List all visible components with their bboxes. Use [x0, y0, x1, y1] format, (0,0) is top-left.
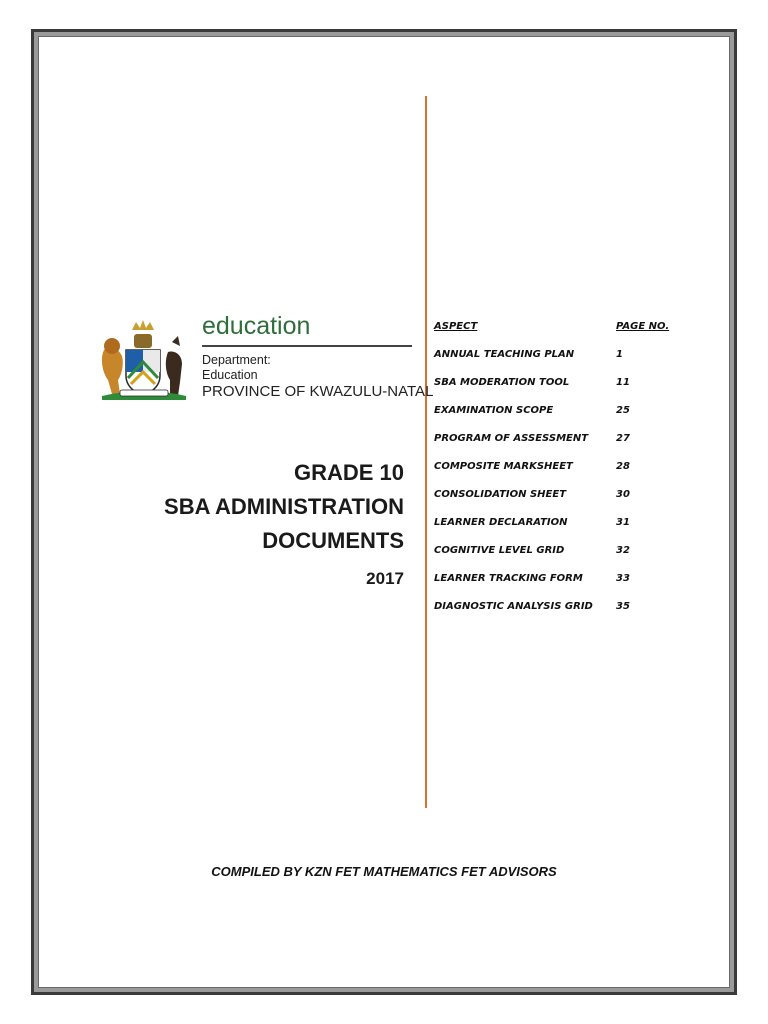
toc-page: 30: [616, 489, 630, 500]
toc-row: [434, 377, 694, 397]
toc-aspect: CONSOLIDATION SHEET: [434, 489, 567, 500]
toc-aspect: COMPOSITE MARKSHEET: [434, 461, 573, 472]
toc-page: 25: [616, 405, 630, 416]
toc-row: [434, 545, 694, 565]
toc-page: 28: [616, 461, 630, 472]
toc-row: [434, 405, 694, 425]
toc-row: [434, 573, 694, 593]
toc-aspect: LEARNER DECLARATION: [434, 517, 568, 528]
toc-page: 31: [616, 517, 630, 528]
toc-aspect: DIAGNOSTIC ANALYSIS GRID: [434, 601, 593, 612]
compiled-by-footer: COMPILED BY KZN FET MATHEMATICS FET ADVISORS: [211, 864, 557, 879]
title-year: 2017: [366, 569, 404, 588]
toc-page: 35: [616, 601, 630, 612]
toc-page: 27: [616, 433, 630, 444]
toc-row: [434, 349, 694, 369]
toc-page: 32: [616, 545, 630, 556]
toc-aspect: PROGRAM OF ASSESSMENT: [434, 433, 589, 444]
logo-education-label: Education: [202, 368, 258, 382]
title-grade: GRADE 10: [293, 460, 404, 485]
toc-header: [434, 321, 694, 341]
vertical-divider: [425, 96, 427, 808]
toc-row: [434, 461, 694, 481]
toc-page: 11: [616, 377, 630, 388]
toc-aspect: LEARNER TRACKING FORM: [434, 573, 583, 584]
toc-aspect: EXAMINATION SCOPE: [434, 405, 554, 416]
logo-divider: [202, 345, 412, 347]
toc-header-page: PAGE NO.: [616, 321, 670, 332]
logo-wordmark: education: [202, 312, 311, 340]
toc-aspect: ANNUAL TEACHING PLAN: [434, 349, 575, 360]
toc-aspect: SBA MODERATION TOOL: [434, 377, 570, 388]
toc-row: [434, 489, 694, 509]
logo-department-label: Department:: [202, 353, 271, 367]
title-documents: DOCUMENTS: [262, 528, 404, 553]
toc-row: [434, 601, 694, 621]
toc-page: 1: [616, 349, 623, 360]
department-logo: [98, 312, 434, 406]
toc-row: [434, 433, 694, 453]
title-sba-administration: SBA ADMINISTRATION: [164, 494, 404, 519]
toc-header-aspect: ASPECT: [434, 321, 478, 332]
toc-row: [434, 517, 694, 537]
toc-aspect: COGNITIVE LEVEL GRID: [434, 545, 565, 556]
toc-page: 33: [616, 573, 630, 584]
coat-of-arms-icon: [98, 316, 190, 404]
logo-province-label: PROVINCE OF KWAZULU-NATAL: [202, 383, 434, 400]
